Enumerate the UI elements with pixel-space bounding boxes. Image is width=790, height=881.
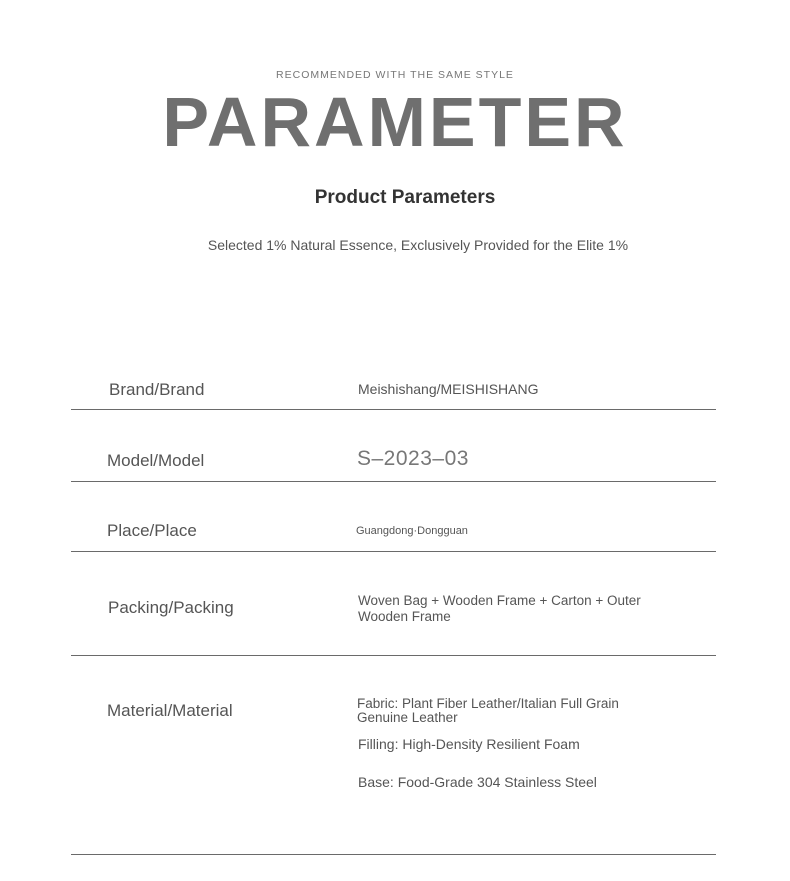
material-base-value: Base: Food-Grade 304 Stainless Steel — [358, 774, 597, 790]
place-label: Place/Place — [107, 521, 197, 540]
packing-label: Packing/Packing — [108, 598, 234, 617]
material-label: Material/Material — [107, 701, 233, 720]
place-value: Guangdong·Dongguan — [356, 525, 468, 537]
row-divider-packing — [71, 655, 716, 656]
row-divider-place — [71, 551, 716, 552]
brand-value: Meishishang/MEISHISHANG — [358, 381, 539, 397]
page-title: PARAMETER — [162, 83, 628, 161]
section-title: Product Parameters — [314, 187, 496, 208]
brand-label: Brand/Brand — [109, 380, 205, 399]
model-value: S–2023–03 — [357, 447, 469, 470]
row-divider-model — [71, 481, 716, 482]
row-divider-brand — [71, 409, 716, 410]
material-filling-value: Filling: High-Density Resilient Foam — [358, 736, 580, 752]
model-label: Model/Model — [107, 451, 205, 470]
eyebrow-text: RECOMMENDED WITH THE SAME STYLE — [276, 69, 514, 81]
tagline: Selected 1% Natural Essence, Exclusively Provided for the Elite 1% — [207, 237, 629, 253]
material-fabric-value: Fabric: Plant Fiber Leather/Italian Full Grain Genuine Leather — [357, 696, 619, 725]
packing-value: Woven Bag + Wooden Frame + Carton + Outer Wooden Frame — [358, 593, 641, 624]
row-divider-material — [71, 854, 716, 855]
